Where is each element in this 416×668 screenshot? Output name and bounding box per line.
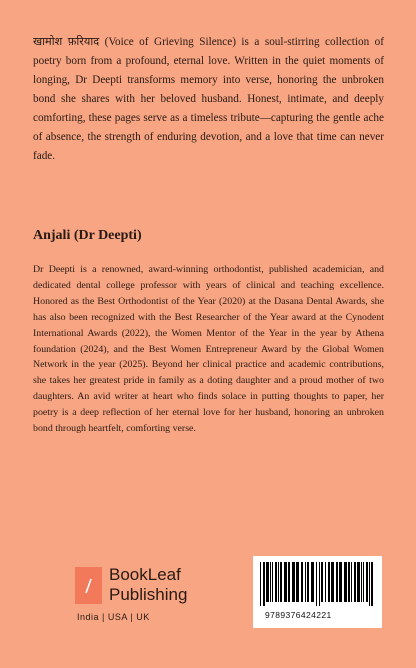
barcode-bar xyxy=(325,562,326,602)
barcode-bar xyxy=(316,562,317,606)
back-cover-blurb: खामोश फ़रियाद (Voice of Grieving Silence) is a soul-stirring collection of poetry born from a profound, eternal love. Written in the quiet moments of longing, Dr Deepti transforms memory into verse, honoring the unbroken bond she shares with her beloved husband. Honest, intimate, and deeply comforting, these pages serve as a timeless tribute—capturing the gentle ache of absence, the strength of enduring devotion, and a love that time can never fade. xyxy=(33,36,384,162)
barcode-bar xyxy=(311,562,314,602)
publisher-name-line2: Publishing xyxy=(109,585,188,604)
slash-icon xyxy=(75,567,102,604)
barcode-bar xyxy=(363,562,364,602)
barcode-bar xyxy=(280,562,282,602)
barcode-bar xyxy=(321,562,323,602)
barcode-bar xyxy=(272,562,273,602)
barcode-bar xyxy=(357,562,360,602)
publisher-logo-mark xyxy=(75,567,102,604)
barcode-bars xyxy=(259,562,376,606)
author-bio: Dr Deepti is a renowned, award-winning orthodontist, published academician, and dedicated dental college professor with years of clinical and teaching excellence. Honored as the Best Orthodontist of the Year (2020) at the Dasana Dental Awards, she has also been recognized with the Best Researcher of the Year award at the Cynodent International Awards (2022), the Women Mentor of the Year in the year by Athena foundation (2024), and the Best Women Entrepreneur Award by the Global Women Network in the year (2025). Beyond her clinical practice and academic contributions, she takes her greatest pride in family as a doting daughter and a proud mother of two daughters. An avid writer at heart who finds solace in putting thoughts to paper, her poetry is a deep reflection of her eternal love for her husband, honoring an unbroken bond through heartfelt, comforting verse. xyxy=(33,264,384,435)
barcode-bar xyxy=(275,562,277,602)
barcode-bar xyxy=(344,562,347,602)
publisher-name-line1: BookLeaf xyxy=(109,565,181,584)
publisher-tagline: India | USA | UK xyxy=(77,612,150,622)
barcode-bar xyxy=(351,562,352,602)
barcode-bar xyxy=(296,562,299,602)
barcode-bar xyxy=(305,562,306,602)
barcode-bar xyxy=(292,562,295,602)
barcode-bar xyxy=(371,562,373,606)
barcode-bar xyxy=(361,562,362,602)
barcode-bar xyxy=(301,562,303,602)
author-heading: Anjali (Dr Deepti) xyxy=(33,228,142,243)
barcode-bar xyxy=(336,562,338,602)
publisher-logo xyxy=(75,567,215,647)
barcode-bar xyxy=(319,562,320,606)
isbn-number: 9789376424221 xyxy=(265,610,332,620)
barcode-bar xyxy=(328,562,330,602)
barcode-bar xyxy=(288,562,290,602)
barcode-bar xyxy=(307,562,309,602)
barcode-bar xyxy=(270,562,271,602)
isbn-barcode xyxy=(253,556,382,628)
barcode-bar xyxy=(366,562,368,602)
barcode-bar xyxy=(284,562,287,602)
barcode-bar xyxy=(339,562,342,602)
barcode-bar xyxy=(331,562,334,602)
barcode-bar xyxy=(263,562,265,606)
barcode-bar xyxy=(260,562,261,606)
barcode-bar xyxy=(278,562,279,602)
barcode-bar xyxy=(354,562,356,602)
barcode-bar xyxy=(348,562,350,602)
barcode-bar xyxy=(369,562,370,606)
barcode-bar xyxy=(266,562,269,602)
